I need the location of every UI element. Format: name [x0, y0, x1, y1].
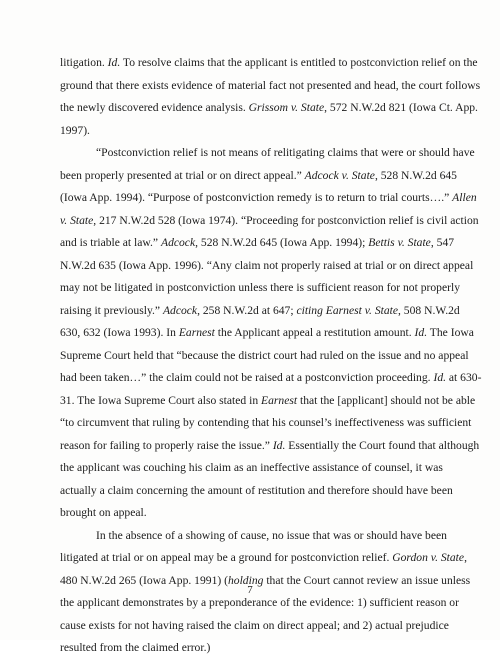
text-run: , 528 N.W.2d 645 (Iowa App. 1994); [195, 236, 369, 249]
emphasis: holding [227, 573, 264, 587]
case-name: Earnest [261, 393, 298, 407]
text-run: , 480 N.W.2d 265 (Iowa App. 1991) ( [60, 551, 467, 587]
case-name: Adcock [160, 236, 196, 249]
text-run: “Postconviction relief is not means of relitigating claims that were or should have been properly presented at trial or on direct appeal.” [60, 146, 475, 182]
case-name: Gordon v. State [392, 551, 465, 564]
case-name: Allen v. State [60, 191, 477, 227]
paragraph-2 [60, 142, 482, 525]
text-run: , 547 N.W.2d 635 (Iowa App. 1996). “Any claim not properly raised at trial or on direct appeal may not be litigated in postconviction unless there is sufficient reason for not properly raising it previously.” [60, 236, 474, 317]
text-run: at 630-31. The Iowa Supreme Court also stated in [60, 371, 482, 407]
text-run: that the Court cannot review an issue unless the applicant demonstrates by a preponderance of the evidence: 1) sufficient reason or cause exists for not having raised the claim on direct appeal; and 2) actual prejudice resulted from the claimed error.) [60, 573, 471, 654]
case-name: Grissom v. State [248, 101, 325, 114]
text-run: , 508 N.W.2d 630, 632 (Iowa 1993). In [60, 303, 460, 339]
text-run: To resolve claims that the applicant is entitled to postconviction relief on the ground that there exists evidence of material fact not presented and head, the court follows the newly discovered evidence analysis. [60, 56, 481, 114]
case-name: Adcock v. State [304, 168, 375, 182]
case-name: Adcock [162, 303, 198, 317]
text-run: litigation. [60, 56, 108, 69]
text-run: , 572 N.W.2d 821 (Iowa Ct. App. 1997). [60, 101, 478, 137]
case-name: Earnest [178, 326, 215, 339]
page-number: 7 [247, 584, 253, 596]
document-body [60, 52, 482, 660]
citation: Id. [414, 326, 428, 339]
citation: Id. [272, 438, 286, 452]
text-run: Essentially the Court found that although the applicant was couching his claim as an ineffective assistance of counsel, it was actually a claim concerning the amount of restitution and therefore should have been brought on appeal. [60, 438, 480, 519]
text-run: , 217 N.W.2d 528 (Iowa 1974). “Proceeding for postconviction relief is civil action and is triable at law.” [60, 213, 479, 249]
text-run: that the [applicant] should not be able “to circumvent that ruling by contending that his counsel’s ineffectiveness was sufficient reason for failing to properly raise the issue.” [60, 393, 476, 452]
citation: Id. [433, 371, 447, 384]
text-run: the Applicant appeal a restitution amount. [214, 326, 415, 339]
text-run: , 528 N.W.2d 645 (Iowa App. 1994). “Purpose of postconviction remedy is to return to trial courts….” [60, 168, 457, 204]
paragraph-1 [60, 52, 482, 142]
citation: Id. [107, 56, 121, 69]
text-run: , 258 N.W.2d at 647; [197, 303, 297, 317]
case-name: Bettis v. State [368, 236, 431, 249]
case-name: citing Earnest v. State [296, 303, 398, 317]
text-run: In the absence of a showing of cause, no issue that was or should have been litigated at trial or on appeal may be a ground for postconviction relief. [60, 528, 447, 564]
text-run: The Iowa Supreme Court held that “because the district court had ruled on the issue and no appeal had been taken…” the claim could not be raised at a postconviction proceeding. [60, 326, 474, 384]
